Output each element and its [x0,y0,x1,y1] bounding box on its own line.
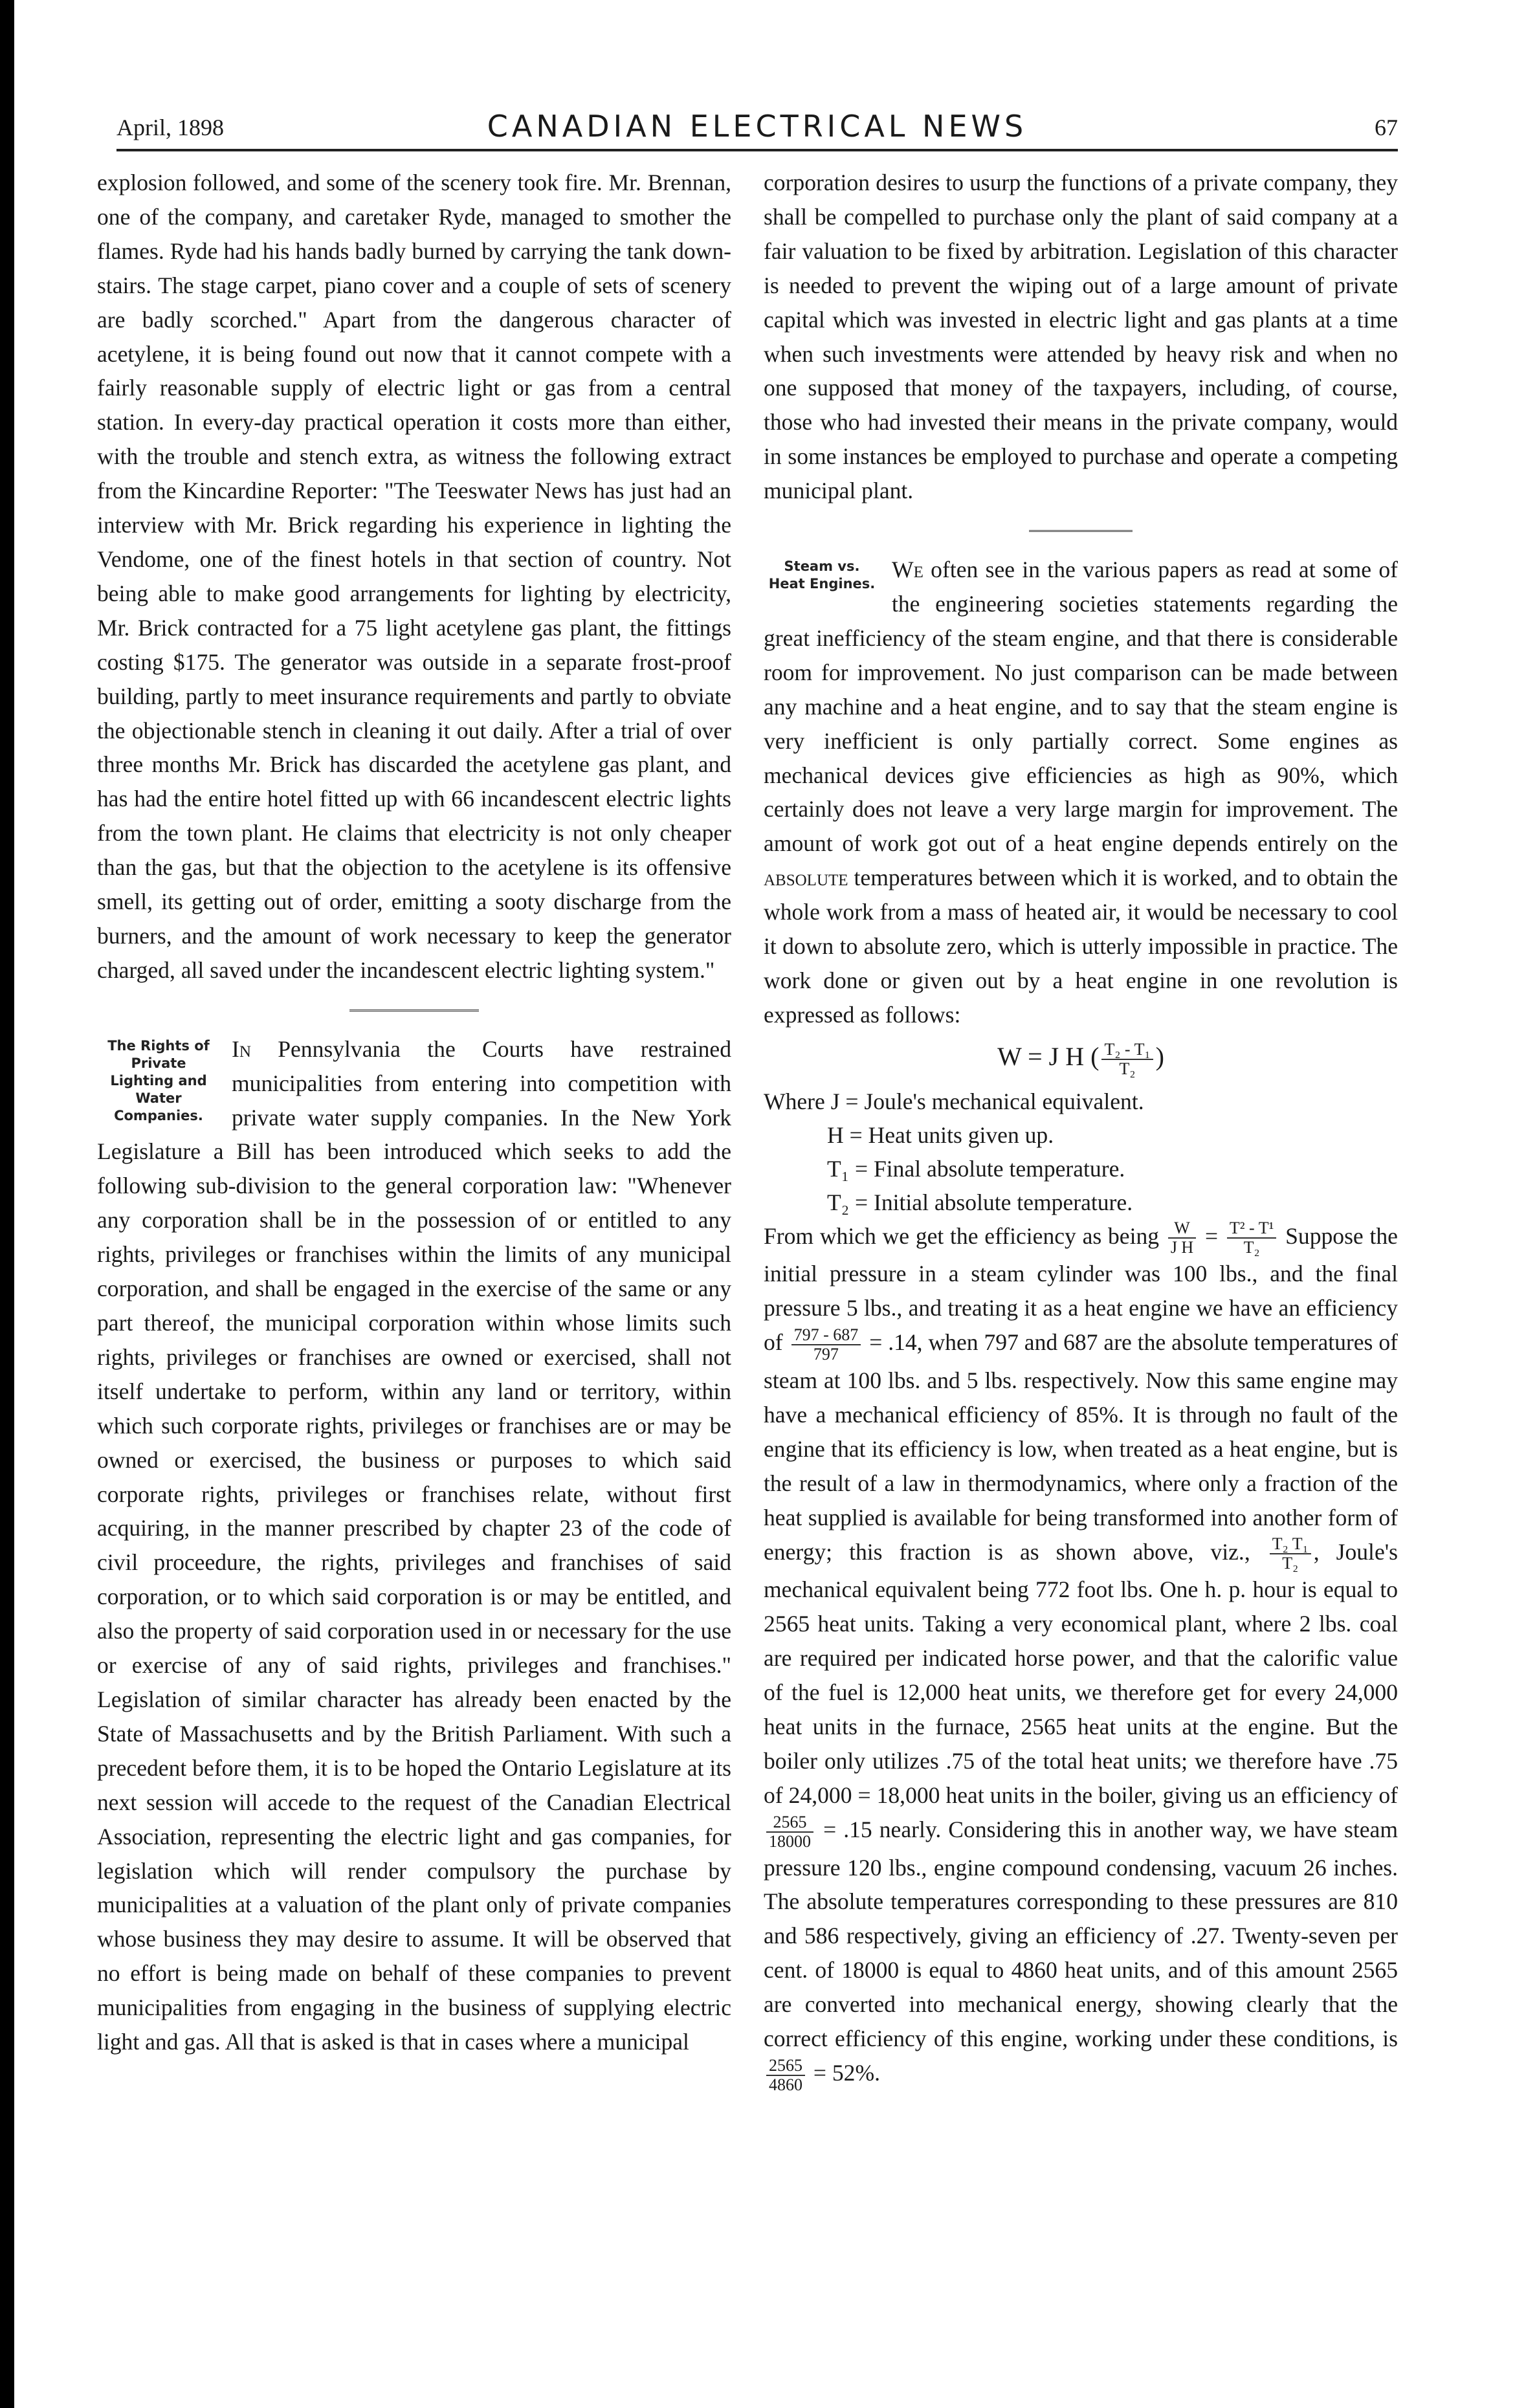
sidenote-private-companies: The Rights of Private Lighting and Water Companies. [107,1037,210,1123]
definition-h: H = Heat units given up. [827,1121,1054,1148]
fraction-797: $\frac{797 - 687}{797}$ [791,1326,861,1364]
rights-paragraph [97,1032,731,2059]
journal-title: CANADIAN ELECTRICAL NEWS [487,109,1028,144]
section-divider-right [1029,530,1133,535]
fraction-2565-18000: $\frac{2565}{18000}$ [766,1813,813,1851]
fraction-w-jh: $\frac{W}{\text{J H}}$ [1168,1219,1196,1257]
steam-body-b: temperatures between which it is worked, and to obtain the whole work from a mass of heated air, it would be necessary to cool it down to absolute zero, which is utterly impossible in practice. The work done or given out by a heat engine in one revolution is expressed as follows: [764,865,1398,1028]
definition-t2: T₂ = Initial absolute temperature. [827,1189,1133,1215]
steam-body-a: often see in the various papers as read at some of the engineering societies statements regarding the great inefficiency of the steam engine, and that there is considerable room for improvement. No just comparison can be made between any machine and a heat engine, and to say that the steam engine is very inefficient is only partially correct. Some engines as mechanical devices give efficiencies as high as 90%, which certainly does not leave a very large margin for improvement. The amount of work got out of a heat engine depends entirely on the [764,557,1398,857]
absolute-word: absolute [764,865,848,891]
issue-date: April, 1898 [116,115,224,140]
arbitration-paragraph: corporation desires to usurp the functions of a private company, they shall be compelled to purchase only the plant of said company at a fair valuation to be fixed by arbitration. Legislation of this character is needed to prevent the wiping out of a large amount of private capital which was invested in electric light and gas plants at a time when such investments were attended by heavy risk and when no one supposed that money of the taxpayers, including, of course, those who had invested their means in the private company, would in some instances be employed to purchase and operate a competing municipal plant. [764,170,1398,504]
equation-lhs: W = J H [997,1041,1085,1071]
rights-lead: In [232,1035,251,1062]
right-column [764,166,1398,2094]
acetylene-paragraph: explosion followed, and some of the scenery took fire. Mr. Brennan, one of the company, and caretaker Ryde, managed to smother the flames. Ryde had his hands badly burned by carrying the tank down-stairs. The stage carpet, piano cover and a couple of sets of scenery are badly scorched." Apart from the dangerous character of acetylene, it is being found out now that it cannot compete with a fairly reasonable supply of electric light or gas from a central station. In every-day practical operation it costs more than either, with the trouble and stench extra, as witness the following extract from the Kincardine Reporter: "The Teeswater News has just had an interview with Mr. Brick regarding his experience in lighting the Vendome, one of the finest hotels in that section of country. Not being able to make good arrangements for lighting by electricity, Mr. Brick contracted for a 75 light acetylene gas plant, the fittings costing $175. The generator was outside in a separate frost-proof building, partly to meet insurance requirements and partly to obviate the objectionable stench in cleaning it out daily. After a trial of over three months Mr. Brick has discarded the acetylene gas plant, and has had the entire hotel fitted up with 66 incandescent electric lights from the town plant. He claims that electricity is not only cheaper than the gas, but that the objection to the acetylene is its offensive smell, its getting out of order, emitting a sooty discharge from the burners, and the amount of work necessary to keep the generator charged, all saved under the incandescent electric lighting system." [97,170,731,983]
left-column [97,166,731,2059]
definition-j: Where J = Joule's mechanical equivalent. [764,1088,1144,1114]
work-equation: W = J H ( $\frac{\text{T₂ - T₁}}{\text{T₂}}$ ) [997,1039,1164,1078]
page-number: 67 [1375,115,1398,140]
definition-t1: T₁ = Final absolute temperature. [827,1155,1125,1182]
efficiency-paragraph: From which we get the efficiency as being $\frac{W}{\text{J H}}$ = $\frac{\text{T² - T¹}}{\text{T₂}}$ Suppose the initial pressure in a steam cylinder was 100 lbs., and the final pressure 5 lbs., and treating it as a heat engine we have an efficiency of $\frac{797 - 687}{797}$ = .14, when 797 and 687 are the absolute temperatures of steam at 100 lbs. and 5 lbs. respectively. Now this same engine may have a mechanical efficiency of 85%. It is through no fault of the engine that its efficiency is low, when treated as a heat engine, but is the result of a law in thermodynamics, where only a fraction of the heat supplied is available for being transformed into another form of energy; this fraction is as shown above, viz., $\frac{\text{T₂ T₁}}{\text{T₂}}$ , Joule's mechanical equivalent being 772 foot lbs. One h. p. hour is equal to 2565 heat units. Taking a very economical plant, where 2 lbs. coal are required per indicated horse power, and that the calorific value of the fuel is 12,000 heat units, we therefore get for every 24,000 heat units in the furnace, 2565 heat units at the engine. But the boiler only utilizes .75 of the total heat units; we therefore have .75 of 24,000 = 18,000 heat units in the boiler, giving us an efficiency of $\frac{2565}{18000}$ = .15 nearly. Considering this in another way, we have steam pressure 120 lbs., engine compound condensing, vacuum 26 inches. The absolute temperatures corresponding to these pressures are 810 and 586 respectively, giving an efficiency of .27. Twenty-seven per cent. of 18000 is equal to 4860 heat units, and of this amount 2565 are converted into mechanical energy, showing clearly that the correct efficiency of this engine, working under these conditions, is $\frac{2565}{4860}$ = 52%. [764,1219,1398,2094]
fraction-temps: $\frac{\text{T² - T¹}}{\text{T₂}}$ [1227,1219,1277,1257]
binding-edge [0,0,14,2408]
steam-paragraph [764,553,1398,1032]
sidenote-steam-engines: Steam vs. Heat Engines. [768,558,876,592]
page-header [116,109,1398,148]
steam-lead: We [892,557,923,583]
fraction-t2-t1: $\frac{\text{T₂ T₁}}{\text{T₂}}$ [1270,1535,1311,1573]
header-rule [116,149,1398,151]
section-divider [349,1010,479,1014]
equation-fraction: $\frac{\text{T₂ - T₁}}{\text{T₂}}$ [1101,1041,1153,1078]
fraction-2565-4860: $\frac{2565}{4860}$ [766,2057,805,2094]
rights-body: Pennsylvania the Courts have restrained municipalities from entering into competition with private water supply companies. In the New York Legislature a Bill has been introduced which seeks to add the following sub-division to the general corporation law: "Whenever any corporation shall be in the possession of or entitled to any rights, privileges or franchises within the limits of any municipal corporation, and shall be engaged in the exercise of the same or any part thereof, the municipal corporation within whose limits such rights, privileges or franchises are owned or exercised, shall not itself undertake to perform, within any land or territory, within which such corporate rights, privileges or franchises are or may be owned or exercised, the business or purposes to which said corporate rights, privileges or franchises relate, without first acquiring, in the manner prescribed by chapter 23 of the code of civil proceedure, the rights, privileges and franchises of said corporation, or to which said corporation is or may be entitled, and also the property of said corporation used in or necessary for the use or exercise of any of said rights, privileges and franchises." Legislation of similar character has already been enacted by the State of Massachusetts and by the British Parliament. With such a precedent before them, it is to be hoped the Ontario Legislature at its next session will accede to the request of the Canadian Electrical Association, representing the electric light and gas companies, for legislation which will render compulsory the purchase by municipalities at a valuation of the plant only of private companies whose business they may desire to assume. It will be observed that no effort is being made on behalf of these companies to prevent municipalities from engaging in the business of supplying electric light and gas. All that is asked is that in cases where a municipal [97,1035,731,2055]
